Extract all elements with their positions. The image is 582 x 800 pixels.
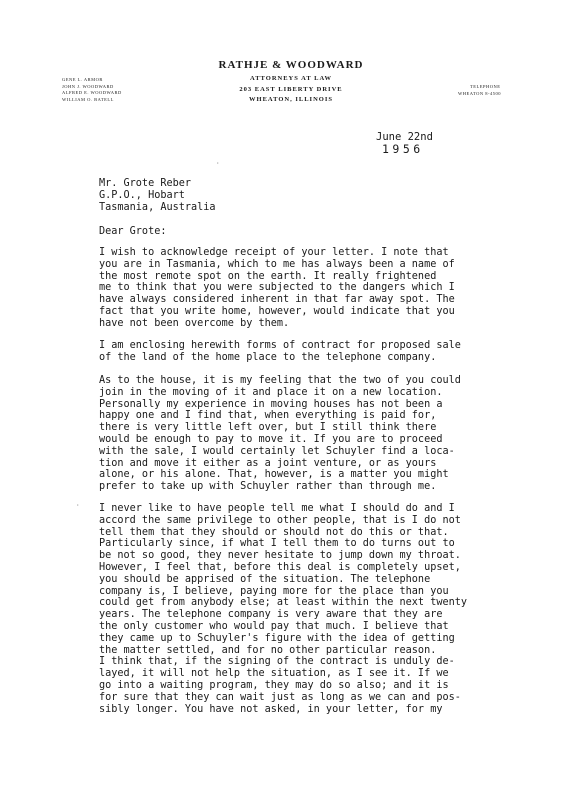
partner-name: ALFRED E. WOODWARD <box>62 90 122 95</box>
telephone-block <box>458 84 501 97</box>
text-line: Personally my experience in moving houses has not been a <box>99 398 443 410</box>
text-line: you should be apprised of the situation. The telephone <box>99 573 431 585</box>
recipient-address <box>99 178 216 213</box>
text-line: they came up to Schuyler's figure with the idea of getting <box>99 632 455 644</box>
text-line: would be enough to pay to move it. If you are to proceed <box>99 433 443 445</box>
text-line: there is very little left over, but I still think there <box>99 422 437 434</box>
salutation: Dear Grote: <box>99 226 167 237</box>
text-line: go into a waiting program, they may do so also; and it is <box>99 679 449 691</box>
letter-date <box>376 131 433 155</box>
partner-list <box>62 77 122 103</box>
partner-name: GENE L. ARMOR <box>62 77 103 82</box>
paragraph-3 <box>99 375 519 493</box>
telephone-label: TELEPHONE <box>470 84 501 89</box>
paragraph-1 <box>99 247 519 330</box>
text-line: fact that you write home, however, would indicate that you <box>99 305 455 317</box>
text-line: for sure that they can wait just as long as we can and pos- <box>99 691 461 703</box>
paragraph-2 <box>99 340 519 364</box>
recipient-line: Mr. Grote Reber <box>99 178 192 189</box>
recipient-line: G.P.O., Hobart <box>99 189 185 201</box>
recipient-line: Tasmania, Australia <box>99 201 216 213</box>
firm-name: RATHJE & WOODWARD <box>218 59 364 71</box>
text-line: happy one and I find that, when everything is paid for, <box>99 410 437 422</box>
partner-name: JOHN J. WOODWARD <box>62 83 114 89</box>
text-line: be not so good, they never hesitate to jump down my throat. <box>99 550 461 562</box>
text-line: sibly longer. You have not asked, in your letter, for my <box>99 703 443 715</box>
text-line: I think that, if the signing of the contract is unduly de- <box>99 656 455 668</box>
text-line: me to think that you were subjected to the dangers which I <box>99 282 455 294</box>
text-line: could get from anybody else; at least within the next twenty <box>99 597 468 609</box>
text-line: the most remote spot on the earth. It really frightened <box>99 270 437 282</box>
partner-name: WILLIAM O. BATELL <box>62 96 114 102</box>
firm-street: 203 EAST LIBERTY DRIVE <box>239 86 343 93</box>
text-line: prefer to take up with Schuyler rather than through me. <box>99 481 437 493</box>
text-line: Particularly since, if what I tell them to do turns out to <box>99 538 455 550</box>
firm-profession: ATTORNEYS AT LAW <box>250 75 332 82</box>
text-line: have always considered inherent in that far away spot. The <box>99 294 455 306</box>
text-line: I wish to acknowledge receipt of your letter. I note that <box>99 247 449 258</box>
text-line: of the land of the home place to the telephone company. <box>99 351 437 363</box>
text-line: accord the same privilege to other people, that is I do not <box>99 514 461 526</box>
firm-city: WHEATON, ILLINOIS <box>249 96 333 103</box>
text-line: the matter settled, and for no other particular reason. <box>99 644 437 656</box>
date-year: 1956 <box>382 142 424 156</box>
text-line: However, I feel that, before this deal is completely upset, <box>99 561 461 573</box>
paragraph-4 <box>99 503 519 715</box>
text-line: I never like to have people tell me what I should do and I <box>99 503 455 514</box>
text-line: tell them that they should or should not do this or that. <box>99 526 449 538</box>
stray-mark: · <box>216 160 220 167</box>
date-day: June 22nd <box>376 131 433 143</box>
text-line: you are in Tasmania, which to me has always been a name of <box>99 258 455 270</box>
text-line: have not been overcome by them. <box>99 317 290 329</box>
stray-mark: · <box>76 502 80 509</box>
text-line: layed, it will not help the situation, as I see it. If we <box>99 668 449 680</box>
text-line: with the sale, I would certainly let Schuyler find a loca- <box>99 445 455 457</box>
text-line: I am enclosing herewith forms of contract for proposed sale <box>99 340 461 351</box>
text-line: company is, I believe, paying more for the place than you <box>99 585 449 597</box>
text-line: tion and move it either as a joint venture, or as yours <box>99 457 437 469</box>
telephone-number: WHEATON 8-4500 <box>458 90 502 96</box>
text-line: years. The telephone company is very aware that they are <box>99 609 443 621</box>
text-line: alone, or his alone. That, however, is a matter you might <box>99 469 449 481</box>
text-line: join in the moving of it and place it on a new location. <box>99 386 443 398</box>
text-line: the only customer who would pay that much. I believe that <box>99 620 449 632</box>
text-line: As to the house, it is my feeling that the two of you could <box>99 375 461 386</box>
